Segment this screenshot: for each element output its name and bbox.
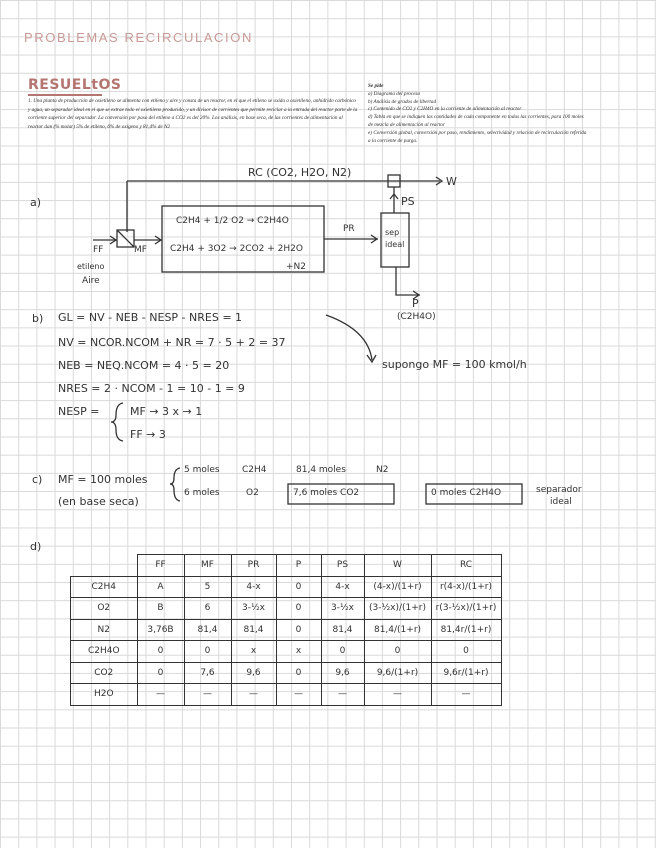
table-cell: 9,6r/(1+r) [431,662,501,684]
part-b-label: b) [32,312,44,325]
c-r1-species: C2H4 [242,465,267,475]
table-cell: (3-½x)/(1+r) [364,598,431,620]
gl-equation: GL = NV - NEB - NESP - NRES = 1 [58,311,243,324]
reaction-n2: +N2 [286,262,306,272]
table-row [71,662,502,684]
table-header-cell: PS [321,555,364,577]
section-heading: RESUELtOS [28,77,122,93]
nesp-line-2: FF → 3 [130,428,166,441]
mass-balance-table [70,554,502,706]
mf-basis: MF = 100 moles [58,473,148,486]
table-cell: x [231,641,276,663]
se-pide-item: d) Tabla en que se indiquen las cantidades de cada componente en todas las corrientes, para 100 moles [368,114,584,121]
table-header-cell [71,555,138,577]
table-row [71,576,502,598]
table-row [71,641,502,663]
table-cell: — [364,684,431,706]
table-cell: (4-x)/(1+r) [364,576,431,598]
table-cell: — [321,684,364,706]
table-cell: 7,6 [184,662,231,684]
table-cell: 0 [364,641,431,663]
ff-label: FF [93,245,104,255]
table-cell: 0 [276,662,321,684]
table-cell: x [276,641,321,663]
nv-equation: NV = NCOR.NCOM + NR = 7 · 5 + 2 = 37 [58,336,286,349]
table-row [71,598,502,620]
table-cell: 9,6/(1+r) [364,662,431,684]
table-header-cell: FF [137,555,184,577]
se-pide-item: a) Diagrama del proceso [368,90,421,97]
table-cell: O2 [71,598,138,620]
recycle-label: RC (CO2, H2O, N2) [248,166,352,179]
co2-result-box: 7,6 moles CO2 [293,488,360,498]
table-cell: — [276,684,321,706]
pr-label: PR [343,224,355,234]
table-cell: 5 [184,576,231,598]
table-cell: r(3-½x)/(1+r) [431,598,501,620]
table-cell: 9,6 [231,662,276,684]
se-pide-item: c) Contenido de CO2 y C2H4O en la corriente de alimentación al reactor [368,106,522,113]
neb-equation: NEB = NEQ.NCOM = 4 · 5 = 20 [58,359,230,372]
product-composition: (C2H4O) [397,312,436,322]
separator-note-2: ideal [550,497,572,507]
table-cell: 3-½x [321,598,364,620]
reaction-2: C2H4 + 3O2 → 2CO2 + 2H2O [170,244,303,254]
table-cell: C2H4 [71,576,138,598]
table-cell: 0 [321,641,364,663]
reaction-1: C2H4 + 1/2 O2 → C2H4O [176,216,289,226]
purge-label: W [446,175,457,188]
nesp-line-1: MF → 3 x → 1 [130,405,203,418]
c-r2-species: O2 [246,488,259,498]
table-header-cell: P [276,555,321,577]
se-pide-item: a la corriente de purga. [368,137,418,144]
table-cell: 81,4 [231,619,276,641]
table-cell: B [137,598,184,620]
c2h4o-result-box: 0 moles C2H4O [431,488,502,498]
table-cell: A [137,576,184,598]
part-a-label: a) [30,196,42,209]
table-cell: H2O [71,684,138,706]
etileno-label: etileno [77,262,105,271]
table-cell: 81,4 [184,619,231,641]
part-d-label: d) [30,540,42,553]
se-pide-item: b) Análisis de grados de libertad [368,98,437,105]
table-cell: 0 [276,619,321,641]
table-header-row [71,555,502,577]
table-cell: — [137,684,184,706]
table-cell: 81,4r/(1+r) [431,619,501,641]
supposition: supongo MF = 100 kmol/h [382,358,527,371]
part-c-label: c) [32,473,43,486]
table-cell: 0 [137,641,184,663]
product-label: P [412,297,419,310]
separator-label-2: ideal [385,240,405,249]
table-cell: 3,76B [137,619,184,641]
table-cell: 9,6 [321,662,364,684]
table-cell: r(4-x)/(1+r) [431,576,501,598]
table-cell: CO2 [71,662,138,684]
table-cell: — [184,684,231,706]
table-cell: 0 [276,598,321,620]
table-cell: — [431,684,501,706]
table-cell: 0 [276,576,321,598]
table-cell: 6 [184,598,231,620]
table-cell: 0 [431,641,501,663]
table-header-cell: MF [184,555,231,577]
table-header-cell: RC [431,555,501,577]
c-r1-n2: N2 [376,465,389,475]
se-pide-heading: Se pide [368,83,384,89]
table-cell: 0 [184,641,231,663]
separator-note-1: separador [536,485,582,495]
table-header-cell: PR [231,555,276,577]
table-cell: 81,4/(1+r) [364,619,431,641]
mf-label: MF [134,245,147,255]
nres-equation: NRES = 2 · NCOM - 1 = 10 - 1 = 9 [58,382,245,395]
table-row [71,684,502,706]
table-header-cell: W [364,555,431,577]
se-pide-item: de mezcla de alimentación al reactor [368,121,445,128]
table-cell: — [231,684,276,706]
table-cell: 3-½x [231,598,276,620]
table-cell: 4-x [321,576,364,598]
separator-label-1: sep [385,228,400,237]
c-r2-moles: 6 moles [184,488,220,498]
table-cell: 0 [137,662,184,684]
table-cell: 4-x [231,576,276,598]
problem-statement: 1. Una planta de producción de oxietileno se alimenta con etileno y aire y consta de un reactor, en el que el etileno se oxida a oxietileno, anhídrido carbónico y agua, un separador ideal en el que se extrae todo el oxietileno producido, y un divisor de corrientes que permite reciclar a la entrada del reactor parte de la corriente superior del separador. La conversión por paso del etileno a CO2 es del 20%. Los análisis, en base seca, de las corrientes de alimentación al reactor dan (% molar) 5% de etileno, 6% de oxígeno y 81,4% de N2 [28,98,358,130]
aire-label: Aire [82,276,100,286]
table-row [71,619,502,641]
table-cell: 81,4 [321,619,364,641]
ps-label: PS [401,195,415,208]
table-cell: C2H4O [71,641,138,663]
se-pide-item: e) Conversión global, conversión por paso, rendimiento, selectividad y relación de recirculación referida [368,129,587,136]
page-title: PROBLEMAS RECIRCULACION [24,30,253,45]
nesp-label: NESP = [58,405,100,418]
c-r1-n2-moles: 81,4 moles [296,465,346,475]
basis-note: (en base seca) [58,495,139,508]
c-r1-moles: 5 moles [184,465,220,475]
table-cell: N2 [71,619,138,641]
